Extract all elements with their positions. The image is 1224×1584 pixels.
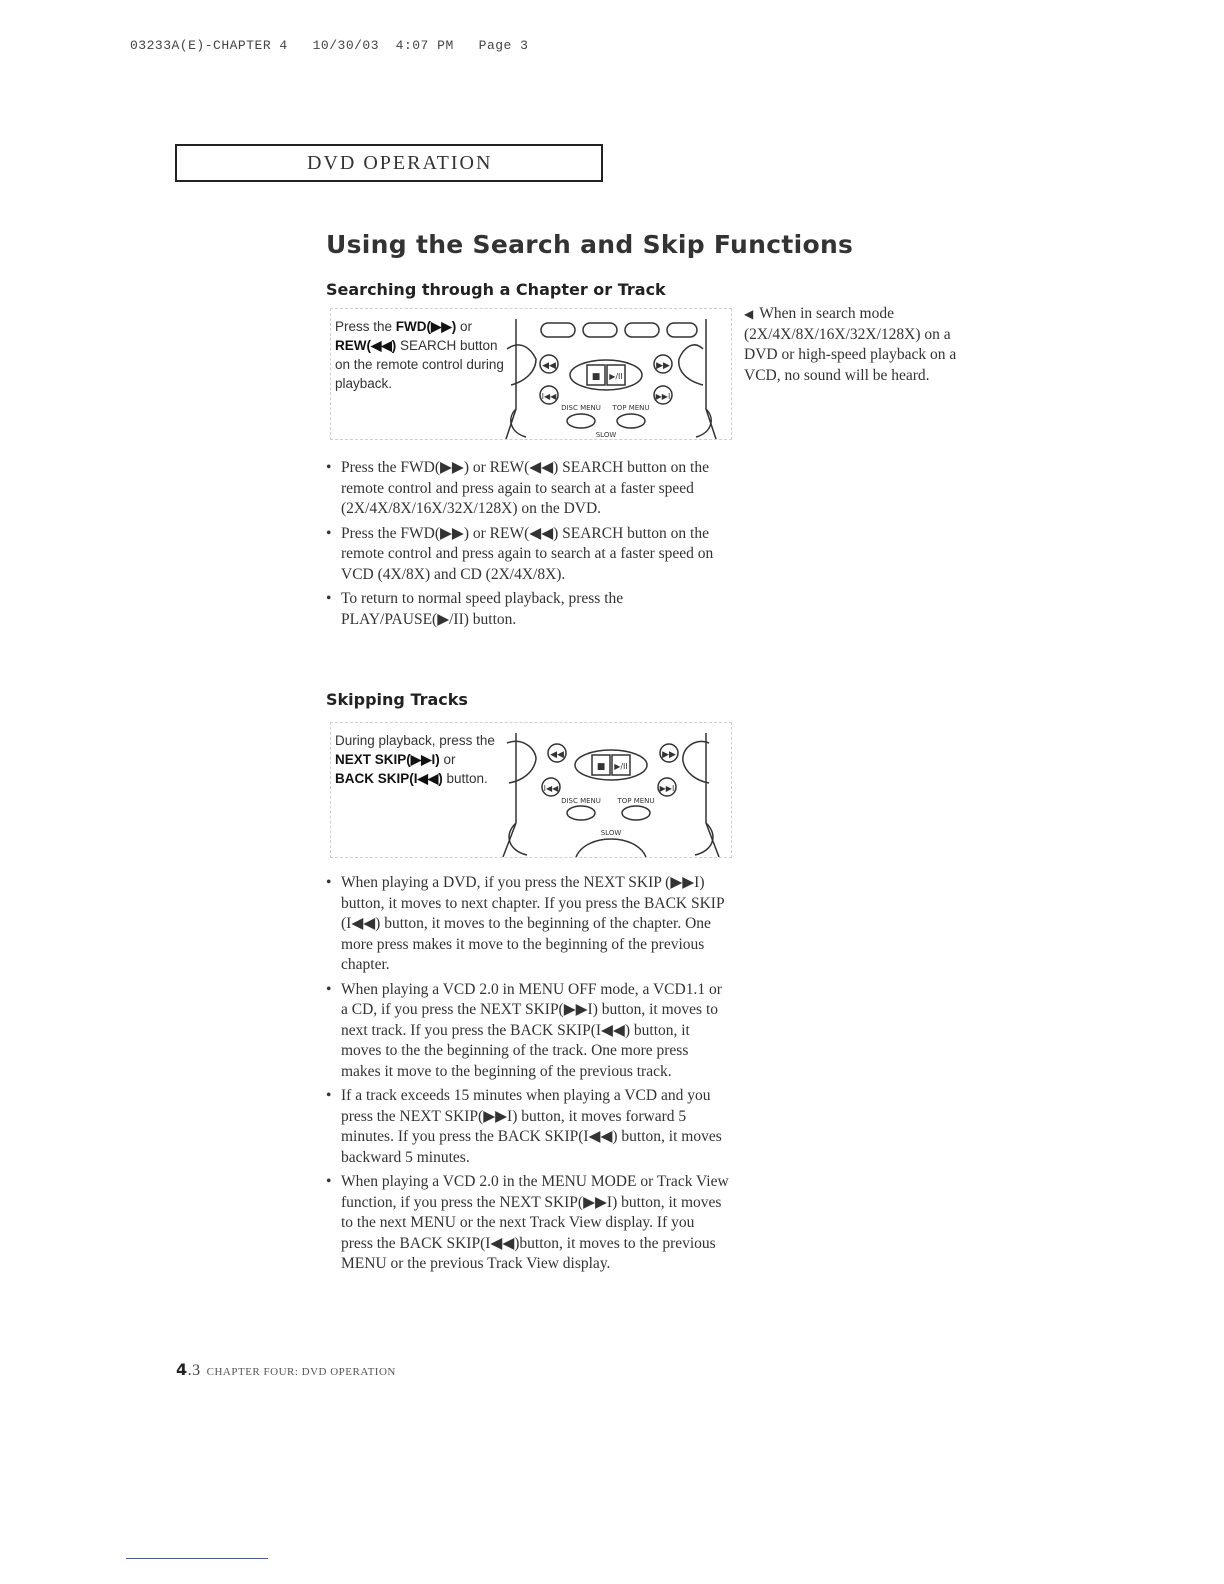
list-item: • If a track exceeds 15 minutes when playing a VCD and you press the NEXT SKIP(▶▶I) button, it moves forward 5 minutes. If you press the BACK SKIP(I◀◀) button, it moves backward 5 minutes. [324,1086,729,1168]
fwd-button-label: ▶▶ [662,750,676,760]
skip-figure-caption: During playback, press the NEXT SKIP(▶▶I) or BACK SKIP(I◀◀) button. [335,733,495,786]
stop-button-label: ■ [591,372,601,382]
rew-button-label: ◀◀ [542,361,556,371]
slow-label: SLOW [600,829,622,837]
stop-button-label: ■ [596,762,606,772]
list-item: • Press the FWD(▶▶) or REW(◀◀) SEARCH button on the remote control and press again to search at a faster speed (2X/4X/8X/16X/32X/128X) on the DVD. [324,458,719,520]
search-bullet-list [324,458,719,634]
page-number: 4 [176,1360,188,1379]
prev-button-label: I◀◀ [543,784,559,793]
prev-button-label: I◀◀ [541,392,557,401]
skip-bullet-list [324,873,729,1279]
disc-menu-label: DISC MENU [561,797,601,805]
rew-button-label: ◀◀ [550,750,564,760]
search-side-note: ◀ When in search mode (2X/4X/8X/16X/32X/128X) on a DVD or high-speed playback on a VCD, no sound will be heard. [744,305,957,384]
disc-menu-label: DISC MENU [561,404,601,412]
skip-remote-illustration [330,722,732,858]
next-button-label: ▶▶I [655,392,671,401]
top-menu-label: TOP MENU [612,404,650,412]
section-header-box [175,144,603,182]
next-button-label: ▶▶I [659,784,675,793]
list-item: • When playing a VCD 2.0 in MENU OFF mode, a VCD1.1 or a CD, if you press the NEXT SKIP(▶▶I) button, it moves to next track. If you press the BACK SKIP(I◀◀) button, it moves to the the beginning of the track. One more press makes it move to the beginning of the previous track. [324,980,729,1083]
section-label: DVD OPERATION [307,152,493,174]
search-heading: Searching through a Chapter or Track [326,280,666,299]
list-item: • When playing a DVD, if you press the NEXT SKIP (▶▶I) button, it moves to next chapter. If you press the BACK SKIP (I◀◀) button, it moves to the beginning of the chapter. One more press makes it move to the beginning of the previous chapter. [324,873,729,976]
search-figure-caption: Press the FWD(▶▶) or REW(◀◀) SEARCH button on the remote control during playback. [335,319,504,391]
print-slug: 03233A(E)-CHAPTER 4 10/30/03 4:07 PM Page 3 [130,38,529,53]
fwd-button-label: ▶▶ [656,361,670,371]
slow-label: SLOW [595,431,617,439]
play-pause-button-label: ▶/II [614,762,628,771]
page-footer [176,1360,396,1380]
list-item: • When playing a VCD 2.0 in the MENU MODE or Track View function, if you press the NEXT SKIP(▶▶I) button, it moves to the next MENU or the next Track View display. If you press the BACK SKIP(I◀◀)button, it moves to the previous MENU or the previous Track View display. [324,1172,729,1275]
search-remote-illustration [330,308,732,440]
skip-heading: Skipping Tracks [326,690,468,709]
page-title: Using the Search and Skip Functions [326,230,854,259]
play-pause-button-label: ▶/II [609,372,623,381]
list-item: • To return to normal speed playback, press the PLAY/PAUSE(▶/II) button. [324,589,719,630]
note-arrow-icon: ◀ [744,307,754,321]
list-item: • Press the FWD(▶▶) or REW(◀◀) SEARCH button on the remote control and press again to search at a faster speed on VCD (4X/8X) and CD (2X/4X/8X). [324,524,719,586]
footer-chapter: CHAPTER FOUR: DVD OPERATION [206,1366,396,1378]
page-subnumber: .3 [187,1362,201,1379]
top-menu-label: TOP MENU [617,797,655,805]
bottom-rule [126,1558,268,1559]
